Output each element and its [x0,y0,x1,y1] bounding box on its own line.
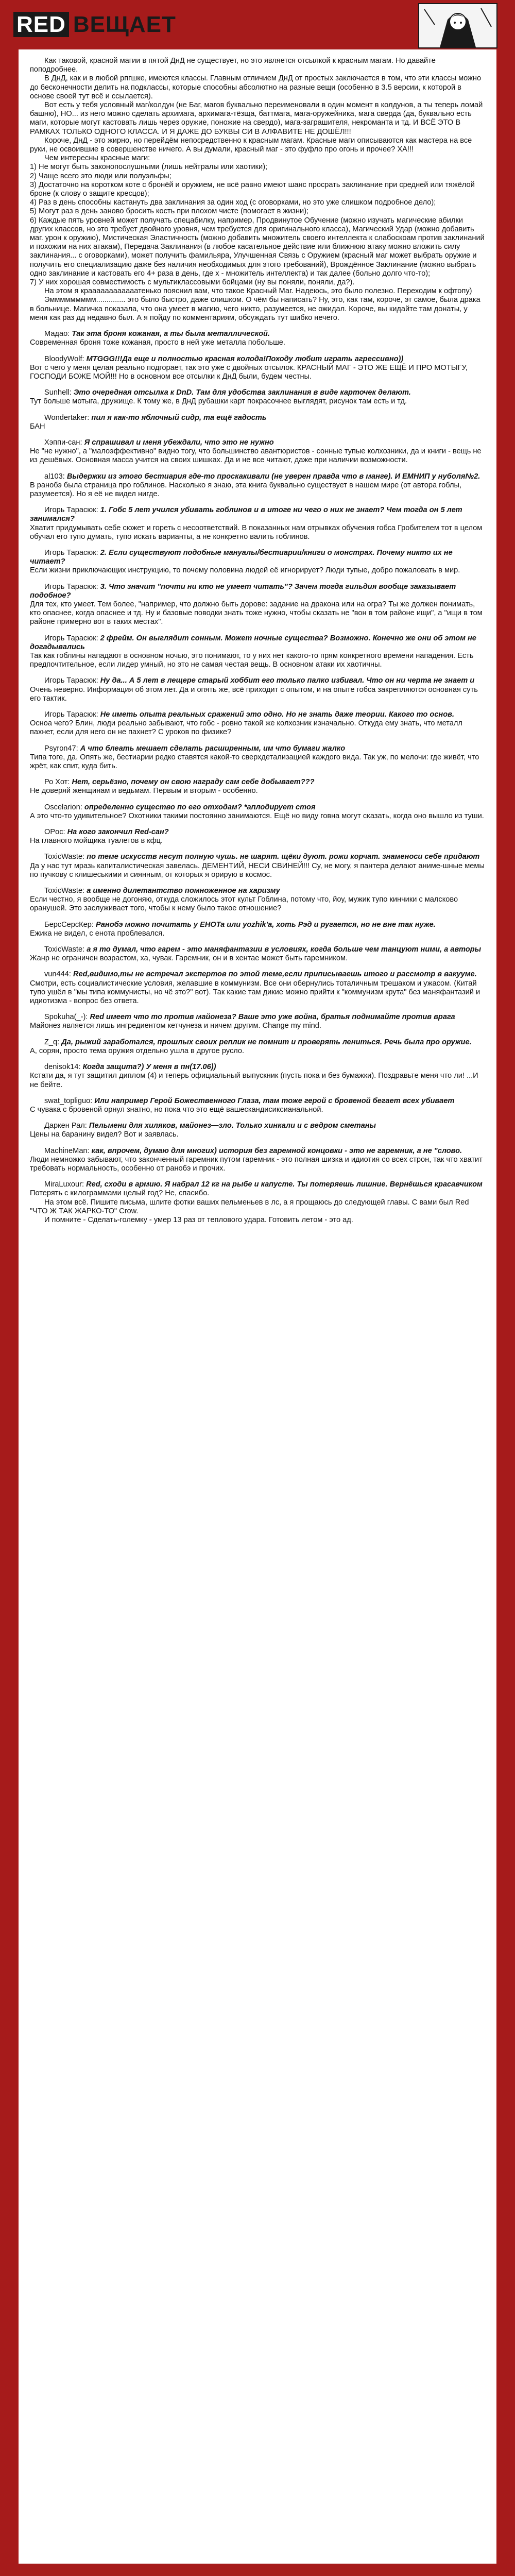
comment-quote: определенно существо по его отходам? *аплодирует стоя [84,803,316,811]
comment-author: Мадао: [44,330,70,338]
comment-author: Игорь Тарасюк: [44,634,98,642]
comment-author: Ро Хот: [44,778,70,787]
intro-paragraph: 7) У них хорошая совместимость с мультиклассовыми бойцами (ну вы поняли, поняли, да?). [30,278,355,287]
comment-author: Sunhell: [44,388,72,397]
qa-item [30,549,485,575]
qa-question [30,744,485,753]
qa-answer: Хватит придумывать себе сюжет и гореть с несоответствий. В показанных нам отрывках обучения гобса Гробителем тот в целом обучал его тупо думать, тупо искать варианты, а не конкретно валить гоблинов. [30,523,483,541]
comment-quote: Это очередная отсылка к DnD. Там для удобства заклинания в виде карточек делают. [73,388,411,397]
comment-quote: Или например Герой Божественного Глаза, там тоже герой с бровеной бегает всех убивает [94,1096,455,1105]
comment-author: БерсСерсКер: [44,920,94,929]
manga-character-illustration [419,4,496,47]
qa-item [30,828,485,845]
qa-item [30,676,485,703]
comment-quote: а я то думал, что гарем - это маняфантазии в условиях, когда больше чем танцуют ними, а авторы [87,945,482,954]
comment-quote: 1. Гобс 5 лет учился убивать гоблинов и в итоге ни чего о них не знает? Чем тогда он 5 лет занимался? [30,506,462,523]
comment-author: OPoc: [44,828,65,837]
comment-author: BloodyWolf: [44,354,84,363]
qa-question [30,887,485,895]
header-illustration [418,3,497,48]
comment-quote: MTGGG!!!Да еще и полностью красная колода!Походу любит играть агрессивно)) [86,354,404,363]
comment-quote: Да, рыжий заработался, прошлых своих реплик не помнит и проверять лениться. Речь была про оружие. [61,1038,472,1046]
comment-quote: Red, сходи в армию. Я набрал 12 кг на рыбе и капусте. Ты потеряешь лишние. Вернёшься красавчиком [86,1180,483,1189]
qa-question [30,676,485,685]
qa-answer: Если честно, я вообще не догоняю, откуда сложилось этот культ Гоблина, потому что, йоу, мужик тупо кинчики с малсково оранушей. Это заслуживает того, чтобы к нему было такое отношение? [30,895,458,913]
qa-question [30,921,485,929]
qa-question [30,549,485,566]
comment-quote: Не иметь опыта реальных сражений это одно. Но не знать даже теории. Какого то основ. [100,710,455,719]
qa-answer: Майонез является лишь ингредиентом кетчунеза и ничем другим. Change my mind. [30,1022,321,1030]
qa-answer: Кстати да, я тут защитил диплом (4) и теперь официальный выпускник (пусть пока и без бумажки). Поздравьте меня что ли! ...И не бейте. [30,1072,478,1089]
qa-answer: Для тех, кто умеет. Тем более, "например, что должно быть дорове: задание на дракона или на огра? Ты же должен понимать, кто опаснее, когда опаснее и тд. Ну и базовые поводки знать тоже нужно, чтобы сказать не "вон в том районе ищи", а "ищи в том районе примерно вот в таких местах". [30,600,483,626]
comment-author: MachineMan: [44,1146,90,1155]
qa-item [30,853,485,879]
qa-answer: Типа тоге, да. Опять же, бестиарии редко ставятся какой-то сверхдетализацией каждого вида. Так уж, по мелочи: где живёт, что жрёт, как спит, куда бить. [30,753,479,771]
comment-quote: 2 фрейм. Он выглядит сонным. Может ночные существа? Возможно. Конечно же они об этом не догадывались [30,634,476,651]
comment-quote: а именно дилетантство помноженное на харизму [87,887,280,895]
closing-note: И помните - Сделать-големку - умер 13 раз от теплового удара. Готовить летом - это ад. [44,1215,353,1224]
qa-question [30,970,485,979]
footer-card[interactable] [268,2574,446,2576]
comment-quote: Ранобэ можно почитать у EHOTa или yozhik'a, хоть Рэд и ругается, но не вне так нуже. [96,920,436,929]
qa-item [30,355,485,382]
qa-answer: Современная броня тоже кожаная, просто в ней уже металла побольше. [30,338,285,347]
qa-item [30,472,485,499]
comment-quote: Ну да... А 5 лет в лещере старый хоббит его только палко избивал. Что он ни черта не знает и [100,676,475,685]
comment-author: ToxicWaste: [44,853,85,861]
qa-question [30,414,485,422]
qa-question [30,355,485,364]
qa-answer: Потерять с килограммами целый год? Не, спасибо. [30,1189,210,1198]
intro-paragraph: 3) Достаточно на коротком коте с бронёй и оружием, не всё равно имеют шанс просрать заклинание при средней или тяжёлой броне (к слову о защите кресцов); [30,180,475,198]
qa-item [30,887,485,913]
comment-author: Psyron47: [44,744,78,753]
comment-quote: 2. Если существуют подобные мануалы/бестиарии/книги о монстрах. Почему никто их не читает? [30,548,453,566]
qa-question [30,1122,485,1130]
qa-answer: А это что-то удивительное? Охотники такими постоянно занимаются. Ещё но виду говна могут сказать, когда оно вышло из туши. [30,811,484,820]
qa-item [30,945,485,963]
comment-quote: 3. Что значит "почти ни кто не умеет читать"? Зачем тогда гильдия вообще заказывает подобное? [30,582,456,600]
brand-rest: ВЕЩАЕТ [73,12,176,37]
intro-paragraph: Как таковой, красной магии в пятой ДнД не существует, но это является отсылкой к красным магам. Но давайте поподробнее. [30,57,436,74]
qa-question [30,1013,485,1022]
comment-author: swat_topliguo: [44,1096,93,1105]
comment-quote: Я спрашивал и меня убеждали, что это не нужно [84,438,274,447]
comment-author: Игорь Тарасюк: [44,710,98,719]
comment-quote: Пельмени для хиляков, майонез—зло. Только хинкали и с ведром сметаны [89,1122,376,1130]
comment-author: ToxicWaste: [44,945,85,954]
qa-question [30,583,485,600]
qa-answer: Так как гоблины нападают в основном ночью, это понимают, то у них нет какого-то прям конкретного времени нападения. Есть предпочтительное, если лидер умный, но это не самая честая вещь. В основном атаки их хаотичны. [30,651,474,669]
qa-answer: Тут больше мотыга, дружище. К тому же, в ДнД рубашки карт покрасочнее выглядят, рисунок там есть и тд. [30,397,407,406]
intro-paragraph: Вот есть у тебя условный маг/колдун (не Баг, магов буквально переименовали в один момент в колдунов, а ты теперь ломай башню), НО... из него можно сделать архимага, архимага-тёзща, баттмага, мага-оружейника, мага сверда (да, буквально есть маги, которые могут кастовать лишь через оружие, поножие на свердо), мага-заграшителя, некроманта и тд. И ВСЁ ЭТО В РАМКАХ ТОЛЬКО ОДНОГО КЛАССА. И Я ДАЖЕ ДО БУКВЫ СИ В АЛФАВИТЕ НЕ ДОШЁЛ!!! [30,101,483,136]
qa-item [30,803,485,821]
qa-item [30,634,485,670]
qa-answer: Да у нас тут мразь капиталистическая завелась. ДЕМЕНТИЙ, НЕСИ СВИНЕЙ!!! Су, не могу, я пантера делают аниме-шные мемы по пучкову с клишеськими и сиянным, от которых я орирую в космос. [30,861,485,879]
footer-card-text [287,2574,418,2576]
qa-item [30,330,485,347]
comment-author: Игорь Тарасюк: [44,582,98,591]
qa-question [30,1147,485,1156]
article-page [19,49,496,2564]
qa-item [30,506,485,541]
footer-phone-text [50,2574,140,2576]
comment-author: Z_q: [44,1038,60,1046]
qa-item [30,710,485,737]
qa-item [30,744,485,771]
comment-author: vun444: [44,970,71,979]
comment-author: Wondertaker: [44,413,90,422]
comment-author: Игорь Тарасюк: [44,676,98,685]
qa-answer: В ранобэ была страница про гоблинов. Насколько я знаю, эта книга буквально существует в нашем мире (от автора гоблы, разумеется). Но я её не видел нигде. [30,481,462,498]
comment-quote: как, впрочем, думаю для многих) история без гаремной концовки - это не гаремник, а не "слово. [91,1146,462,1155]
brand-red: RED [13,12,69,37]
qa-section [30,330,485,1198]
qa-question [30,853,485,861]
qa-item [30,583,485,627]
intro-paragraph: Чем интересны красные маги: [44,154,150,163]
comment-author: Хэппи-сан: [44,438,82,447]
comment-author: Игорь Тарасюк: [44,506,98,515]
qa-item [30,970,485,1006]
qa-item [30,438,485,465]
qa-question [30,1038,485,1047]
comment-quote: пил я как-то яблочный сидр, та ещё гадость [91,413,267,422]
footer-right-column [268,2574,446,2576]
intro-paragraph: 4) Раз в день способны кастануть два заклинания за один ход (с оговорками, но это уже слишком подробное дело); [30,198,436,207]
intro-paragraph: В ДнД, как и в любой рпгшке, имеются классы. Главным отличием ДнД от простых заключается в том, что эти классы можно до бесконечности делить на подклассы, которые способны абсолютно на разные вещи (особенно в 3.5 версии, к которой в основе своей тут всё и ссылается). [30,74,482,100]
intro-section [30,57,485,296]
footer-phone[interactable] [31,2574,205,2576]
brand-logo [13,12,176,38]
header [0,0,515,49]
qa-question [30,828,485,837]
comment-quote: Red имеет что то против майонеза? Ваше это уже война, братья поднимайте против врага [90,1013,455,1022]
qa-answer: Цены на баранину видел? Вот и заявлась. [30,1130,179,1139]
intro-paragraph: 5) Могут раз в день заново бросить кость при плохом чисте (помогает в жизни); [30,207,309,216]
qa-question [30,506,485,523]
comment-quote: Когда защита?) У меня в пн(17.06)) [82,1063,216,1072]
intro-paragraph: 1) Не могут быть законопослушными (лишь нейтралы или хаотики); [30,163,268,172]
qa-answer: Осноа чего? Блин, люди реально забывают, что гобс - ровно такой же колхозник изначально. Откуда ему знать, что металл пахнет, если для него он не пахнет? С уроков по физике? [30,719,462,737]
qa-item [30,1063,485,1090]
oftop-paragraph: Эммммммммм.............. это было быстро, даже слишком. О чём бы написать? Ну, это, как там, короче, эт самое, была драка в больнице. Магичка показала, что она умеет в магию, чего никто, разумеется, не ожидал. Короче, вы кидайте там донаты, у меня как раз дд недавно был. А я пойду по комментариям, обсуждать тут шибко нечего. [30,296,480,322]
qa-item [30,778,485,795]
qa-answer: На главного мойщика туалетов в кфц. [30,837,163,845]
qa-item [30,1122,485,1139]
qa-answer: А, сорян, просто тема оружия отдельно ушла в другое русло. [30,1046,245,1055]
comment-author: MiraLuxour: [44,1180,84,1189]
intro-paragraph: 6) Каждые пять уровней может получать спецабилку, например, Продвинутое Обучение (можно изучать магические абилки других классов, но это требует двойного уровня, чем требуется для оригинального класса), Магический Удар (можно добавить маг. урон к оружию), Мистическая Эластичность (можно добавить множитель своего интеллекта к слабоскоам против заклинаний и похожим на них атакам), Передача Заклинания (в любое касательное действие или ближнюю атаку можно вложить силу заклинания... с оговорками), может получить фамильяра, Улучшенная Связь с Оружием (красный маг может выбрать оружие и получить его специализацию даже без наличия необходимых для этого требований), Врождённое Заклинание (можно выбрать одно заклинание и кастовать его 4+ раза в день, где x - множитель интеллекта) и так далее (больно долго что-то); [30,216,485,278]
comment-quote: А что блеать мешает сделать расширенным, им что бумаги жалко [80,744,346,753]
qa-answer: Вот с чего у меня целая реально подгорает, так это уже с двойных отсылок. КРАСНЫЙ МАГ - ЭТО ЖЕ ЕЩЁ И ПРО МОТЫГУ, ГОСПОДИ БОЖЕ МОЙ!!! Но в основном все отсылки к ДнД были, будем честны. [30,363,468,381]
qa-item [30,1097,485,1114]
qa-question [30,388,485,397]
comment-author: denisok14: [44,1063,81,1072]
qa-item [30,1038,485,1056]
qa-answer: Не "не нужно", а "малоэффективно" видно тогу, что большинство авантюристов - сонные тупые колхозники, да и книги - вещь не из дешёвых. Основная масса учится на своих шишках. Да и не все читают, даже при наличии возможности. [30,447,482,465]
qa-question [30,1097,485,1106]
qa-answer: Смотри, есть социалистические условия, желавшие в коммунизм. Все они обернулись тоталичным трешаком и ужасом. (Китай тупо ушёл в "мы типа коммунисты, но чё это?" вот). Так какие там дикие можно прийти к "коммунизм крута" без маняфантазий и идиотизма - вопрос без ответа. [30,979,480,1006]
comment-author: Spokuha(_-): [44,1013,88,1022]
comment-quote: по теме искусств несут полную чушь. не шарят. щёки дуют. рожи корчат. знаменоси себе придают [87,853,480,861]
qa-item [30,1013,485,1030]
comment-quote: Нет, серьёзно, почему он свою награду сам себе добывает??? [72,778,315,787]
qa-item [30,1180,485,1198]
qa-answer: Если жизни приключающих инструкцию, то почему половина людей её игнорирует? Люди тупые, добро пожаловать в мир. [30,566,460,575]
qa-question [30,778,485,787]
qa-item [30,1147,485,1174]
qa-answer: Жанр не ограничен возрастом, ха, чувак. Гаремник, он и в хентае может быть гаремником. [30,954,348,963]
qa-question [30,1063,485,1072]
qa-answer: Люди немножко забывают, что законченный гаремник путом гаремник - это полная шизка и идиотия со всех строн, так что хватит требовать нормальность, особенно от ранобэ и прочих. [30,1155,483,1173]
qa-question [30,634,485,652]
qa-answer: Ежика не видел, с енота проблевался. [30,929,165,938]
qa-answer: БАН [30,422,45,431]
qa-question [30,472,485,481]
intro-paragraph: Короче, ДнД - это жирно, но перейдём непосредственно к красным магам. Красные маги описываются как мастера на все руки, не освоившие в совершенстве ничего. А вы думали, красный маг - это фуфло про огонь и прочее? ХА!!! [30,136,472,154]
comment-quote: Так эта броня кожаная, а ты была металлической. [72,330,270,338]
comment-quote: Red,видимо,ты не встречал экспертов по этой теме,если приписываешь итого и рассмотр в вакууме. [73,970,477,979]
qa-question [30,330,485,338]
qa-item [30,921,485,938]
qa-answer: Не доверяй женщинам и ведьмам. Первым и вторым - особенно. [30,787,258,795]
intro-paragraph: На этом я краааааааааааатенько пояснил вам, что такое Красный Маг. Надеюсь, это было полезно. Переходим к офтопу) [44,287,472,296]
closing-paragraph: На этом всё. Пишите письма, шлите фотки ваших пельменьев в лс, а я прощаюсь до следующей главы. С вами был Red "ЧТО Ж ТАК ЖАРКО-ТО" Crow. [30,1198,469,1215]
comment-author: ToxicWaste: [44,887,85,895]
comment-quote: На кого закончил Red-сан? [67,828,169,837]
qa-question [30,1180,485,1189]
qa-question [30,803,485,812]
qa-answer: С чувака с бровеной орнул знатно, но пока что это ещё вашескандисиксианальной. [30,1105,323,1114]
comment-author: Даркен Рал: [44,1122,87,1130]
qa-item [30,388,485,406]
qa-item [30,414,485,431]
footer [0,2564,515,2576]
article-content [19,49,496,1225]
qa-answer: Очень неверно. Информация об этом лет. Да и опять же, всё приходит с опытом, и на опыте гобса закрепляются основная суть его тактик. [30,685,478,703]
footer-left-column [31,2574,205,2576]
comment-author: Oscelarion: [44,803,82,811]
comment-quote: Выдержки из этого бестиария где-то проскакивали (не уверен правда что в манге). И ЕМНИП у нуболя№2. [66,472,480,481]
qa-question [30,945,485,954]
comment-author: Игорь Тарасюк: [44,548,98,557]
qa-question [30,438,485,447]
intro-paragraph: 2) Чаще всего это люди или полуэльфы; [30,172,171,180]
comment-author: al103: [44,472,65,481]
qa-question [30,710,485,719]
